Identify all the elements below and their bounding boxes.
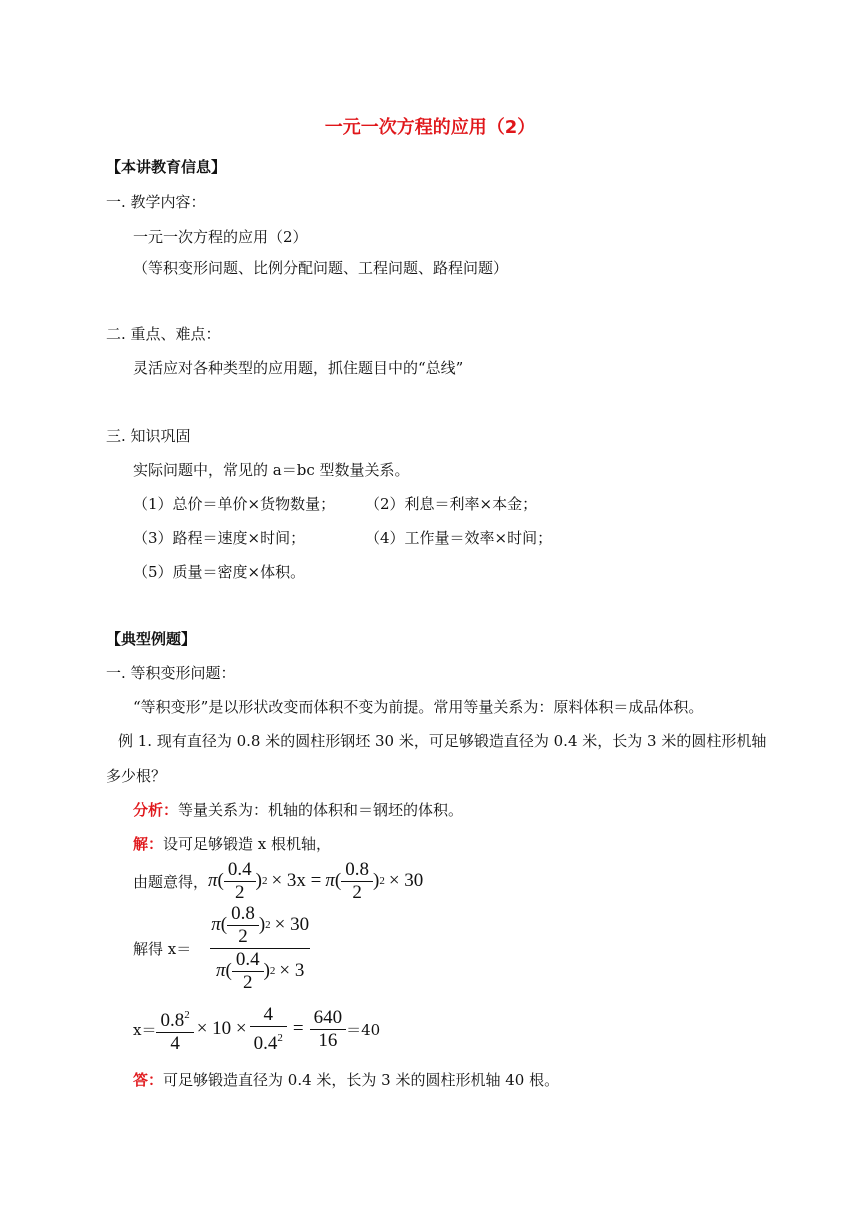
pi-symbol: π: [211, 914, 221, 935]
fraction-numerator: 0.4: [227, 858, 252, 880]
pi-symbol: π: [208, 870, 218, 891]
equation-tail: × 30: [388, 870, 424, 891]
fraction-denominator: 0.4: [253, 1032, 278, 1054]
formula-item: （1）总价＝单价×货物数量；: [133, 495, 336, 513]
fraction-numerator: 0.8: [231, 902, 255, 924]
heading-volume-problem: 一. 等积变形问题：: [106, 664, 236, 682]
analysis-text: 等量关系为：机轴的体积和＝钢坯的体积。: [178, 801, 464, 819]
formula-item: （3）路程＝速度×时间；: [133, 529, 306, 547]
denominator-tail: × 3: [279, 960, 305, 981]
equation-setup: 由题意得， π ( $\frac{0.4}{2}$ ) 2 × 3x = π ( $\frac{0.8}{2}$ ) 2 × 30: [133, 858, 424, 903]
equation-solve-prefix: 解得 x＝: [133, 939, 192, 958]
formula-item: （4）工作量＝效率×时间；: [365, 529, 553, 547]
analysis-line: [133, 800, 463, 820]
fraction-denominator: 16: [310, 1029, 347, 1052]
numerator-tail: × 30: [274, 914, 310, 935]
exponent: 2: [261, 875, 268, 887]
pi-symbol: π: [325, 870, 335, 891]
volume-problem-intro: “等积变形”是以形状改变而体积不变为前提。常用等量关系为：原料体积＝成品体积。: [133, 698, 704, 716]
formula-item: （5）质量＝密度×体积。: [133, 563, 306, 581]
answer-text: 可足够锻造直径为 0.4 米，长为 3 米的圆柱形机轴 40 根。: [163, 1071, 560, 1089]
fraction-denominator: 2: [232, 971, 264, 994]
fraction-denominator: 4: [156, 1032, 193, 1055]
equation-result: [133, 1002, 380, 1056]
answer-line: [133, 1070, 559, 1090]
answer-label: 答：: [133, 1071, 164, 1089]
exponent: 2: [379, 875, 385, 887]
solution-line: [133, 834, 331, 854]
heading-teaching-content: 一. 教学内容：: [106, 193, 206, 211]
section-header-examples: 【典型例题】: [106, 630, 197, 648]
equation-setup-prefix: 由题意得，: [133, 872, 209, 891]
fraction-numerator: 640: [313, 1006, 343, 1028]
equation-result-value: ＝40: [346, 1020, 381, 1039]
equation-result-prefix: x＝: [133, 1020, 157, 1039]
section-header-info: 【本讲教育信息】: [106, 158, 227, 176]
exponent: 2: [184, 1008, 190, 1021]
solution-text: 设可足够锻造 x 根机轴，: [163, 835, 332, 853]
equals-sign: =: [292, 1018, 304, 1039]
equation-middle: × 3x =: [271, 870, 322, 891]
fraction-denominator: 2: [227, 925, 259, 948]
teaching-content-line: 一元一次方程的应用（2）: [133, 228, 308, 246]
equation-solve: 解得 x＝ π ( $\frac{0.8}{2}$ ) 2 × 30 π ( $\frac{0.4}{2}$ ) 2 × 3: [133, 902, 310, 993]
fraction-numerator: 4: [263, 1003, 274, 1025]
teaching-content-topics: （等积变形问题、比例分配问题、工程问题、路程问题）: [133, 259, 509, 277]
key-points-text: 灵活应对各种类型的应用题，抓住题目中的“总线”: [133, 359, 464, 377]
example-question-cont: 多少根？: [106, 767, 167, 785]
exponent: 2: [269, 965, 276, 977]
fraction-numerator: 0.8: [345, 858, 369, 880]
fraction-denominator: 2: [224, 881, 256, 904]
knowledge-intro: 实际问题中，常见的 a＝bc 型数量关系。: [133, 461, 410, 479]
multiply-ten: × 10 ×: [196, 1018, 247, 1039]
solution-label: 解：: [133, 835, 164, 853]
pi-symbol: π: [215, 960, 226, 981]
analysis-label: 分析：: [133, 801, 179, 819]
page-title: 一元一次方程的应用（2）: [324, 117, 536, 138]
heading-key-points: 二. 重点、难点：: [106, 325, 221, 343]
fraction-numerator: 0.8: [160, 1009, 185, 1031]
example-question: 例 1. 现有直径为 0.8 米的圆柱形钢坯 30 米，可足够锻造直径为 0.4 米，长为 3 米的圆柱形机轴: [118, 732, 767, 750]
exponent: 2: [277, 1031, 283, 1044]
formula-item: （2）利息＝利率×本金；: [365, 495, 538, 513]
fraction-numerator: 0.4: [235, 948, 260, 970]
exponent: 2: [265, 919, 271, 931]
heading-knowledge: 三. 知识巩固: [106, 427, 191, 445]
fraction-denominator: 2: [341, 881, 373, 904]
